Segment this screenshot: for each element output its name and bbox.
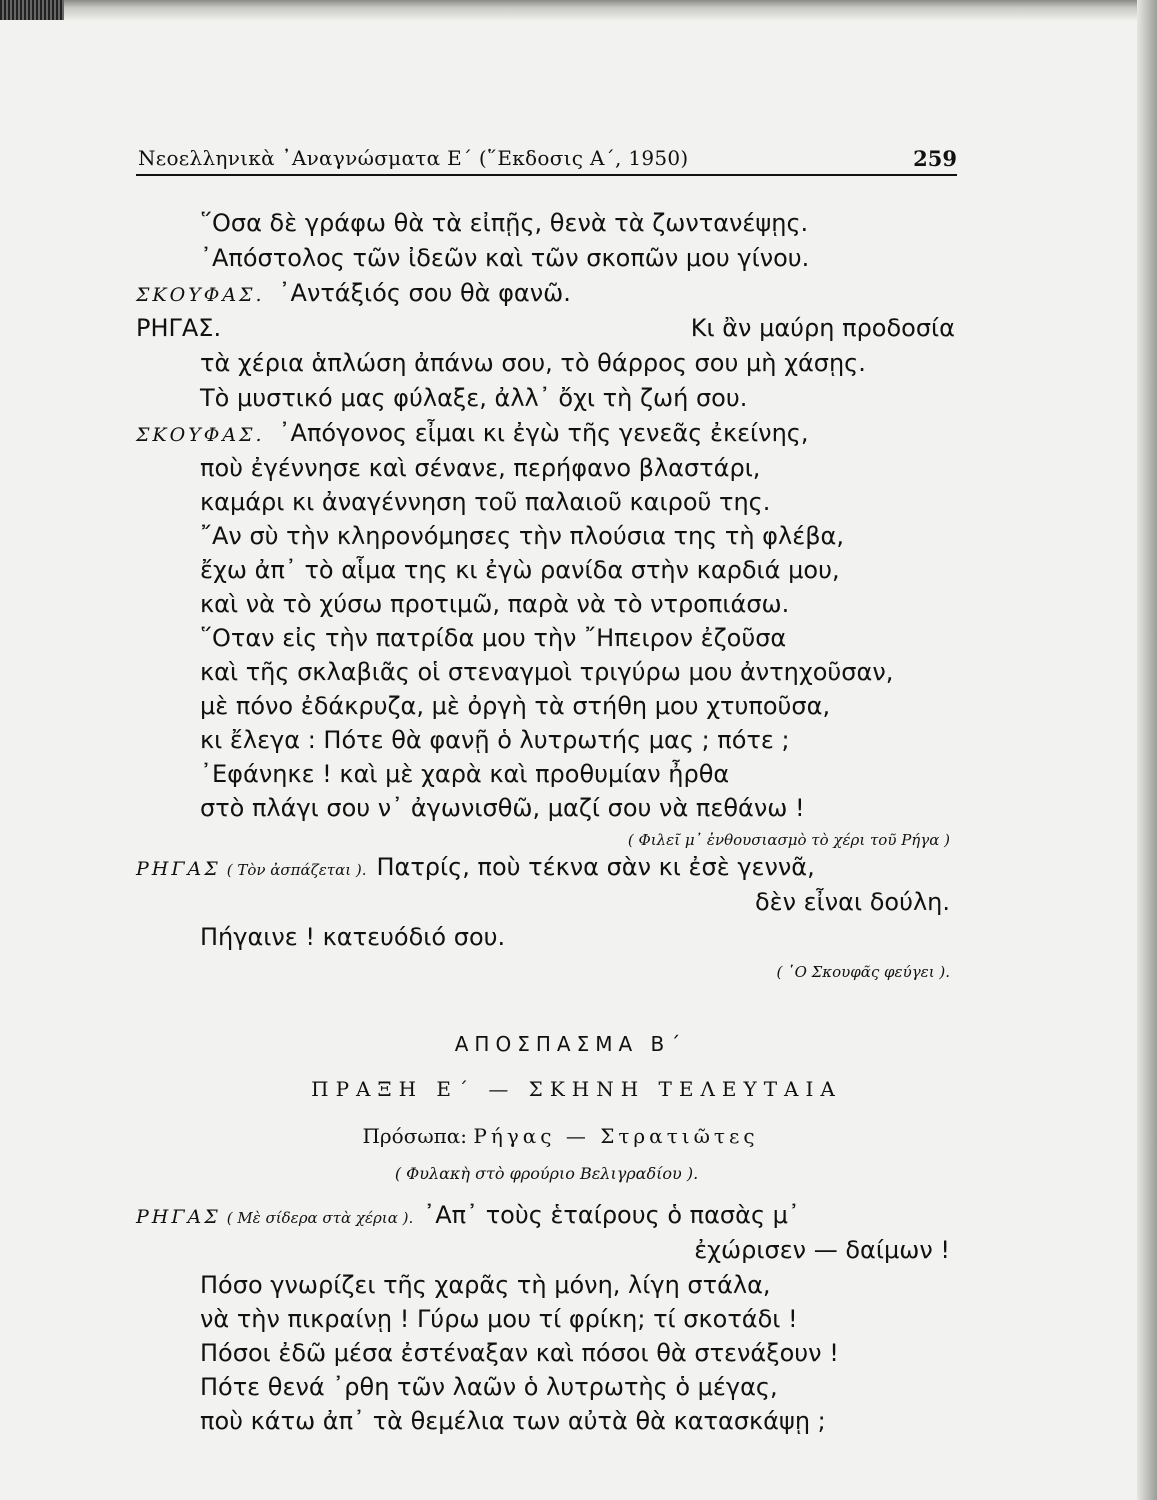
scan-edge-right xyxy=(1137,0,1157,1500)
verse-line: ποὺ κάτω ἀπ᾿ τὰ θεμέλια των αὐτὰ θὰ κατασκάψῃ ; xyxy=(200,1407,826,1435)
stage-direction: ( Φιλεῖ μ᾿ ἐνθουσιασμὸ τὸ χέρι τοῦ Ρήγα ) xyxy=(627,831,950,849)
verse-text: ᾿Απόγονος εἶμαι κι ἐγὼ τῆς γενεᾶς ἐκείνης, xyxy=(278,419,809,447)
verse-line: στὸ πλάγι σου ν᾿ ἀγωνισθῶ, μαζί σου νὰ πεθάνω ! xyxy=(200,794,805,822)
verse-line: ἔχω ἀπ᾿ τὸ αἷμα της κι ἐγὼ ρανίδα στὴν καρδιά μου, xyxy=(200,556,840,584)
persons-list: Ρήγας — Στρατιῶτες xyxy=(473,1124,759,1148)
verse-line: καμάρι κι ἀναγέννηση τοῦ παλαιοῦ καιροῦ της. xyxy=(200,488,771,516)
verse-line: Πότε θενά ᾿ρθη τῶν λαῶν ὁ λυτρωτὴς ὁ μέγας, xyxy=(200,1373,778,1401)
header-rule xyxy=(136,174,957,176)
verse-line: ῎Αν σὺ τὴν κληρονόμησες τὴν πλούσια της τὴ φλέβα, xyxy=(200,522,844,550)
verse-line: κι ἔλεγα : Πότε θὰ φανῇ ὁ λυτρωτής μας ; πότε ; xyxy=(200,726,790,754)
speaker-label: ΣΚΟΥΦΑΣ. xyxy=(136,424,265,446)
verse-line: ποὺ ἐγέννησε καὶ σένανε, περήφανο βλαστάρι, xyxy=(200,454,761,482)
verse-line: ῞Οσα δὲ γράφω θὰ τὰ εἰπῇς, θενὰ τὰ ζωντανέψῃς. xyxy=(200,209,809,237)
verse-line: μὲ πόνο ἐδάκρυζα, μὲ ὀργὴ τὰ στήθη μου χτυποῦσα, xyxy=(200,692,831,720)
verse-line: ἐχώρισεν — δαίμων ! xyxy=(694,1236,950,1264)
verse-line: καὶ τῆς σκλαβιᾶς οἱ στεναγμοὶ τριγύρω μου ἀντηχοῦσαν, xyxy=(200,658,894,686)
verse-line: Πόσοι ἐδῶ μέσα ἐστέναξαν καὶ πόσοι θὰ στενάξουν ! xyxy=(200,1339,839,1367)
dialogue-line xyxy=(136,418,809,450)
verse-line: ῞Οταν εἰς τὴν πατρίδα μου τὴν ῎Ηπειρον ἐζοῦσα xyxy=(200,624,787,652)
dialogue-line xyxy=(136,1200,800,1233)
stage-direction: ( Μὲ σίδερα στὰ χέρια ). xyxy=(226,1209,414,1227)
verse-line: Πήγαινε ! κατευόδιό σου. xyxy=(200,923,506,951)
verse-line: ᾿Απόστολος τῶν ἰδεῶν καὶ τῶν σκοπῶν μου γίνου. xyxy=(200,244,810,272)
persons-line xyxy=(0,1124,1139,1148)
speaker-label: ΣΚΟΥΦΑΣ. xyxy=(136,284,265,306)
verse-line: Κι ἂν μαύρη προδοσία xyxy=(690,314,955,342)
dialogue-line xyxy=(136,852,815,885)
verse-text: Πατρίς, ποὺ τέκνα σὰν κι ἐσὲ γεννᾶ, xyxy=(376,853,815,881)
verse-line: καὶ νὰ τὸ χύσω προτιμῶ, παρὰ νὰ τὸ ντροπιάσω. xyxy=(200,590,790,618)
running-header-title: Νεοελληνικὰ ᾿Αναγνώσματα Ε΄ (῞Εκδοσις Α΄, 1950) xyxy=(138,146,689,170)
speaker-label: ΡΗΓΑΣ xyxy=(136,858,221,880)
dialogue-line xyxy=(136,278,571,310)
page-number: 259 xyxy=(913,146,957,171)
setting-direction: ( Φυλακὴ στὸ φρούριο Βελιγραδίου ). xyxy=(394,1164,699,1183)
act-scene-heading: ΠΡΑΞΗ Ε΄ — ΣΚΗΝΗ ΤΕΛΕΥΤΑΙΑ xyxy=(311,1077,842,1101)
scan-edge-top xyxy=(0,0,1157,20)
verse-line: Τὸ μυστικό μας φύλαξε, ἀλλ᾿ ὄχι τὴ ζωή σου. xyxy=(200,384,748,412)
stage-direction: ( Τὸν ἀσπάζεται ). xyxy=(226,861,367,879)
verse-line: τὰ χέρια ἁπλώση ἀπάνω σου, τὸ θάρρος σου μὴ χάσῃς. xyxy=(200,349,866,377)
stage-direction: ( ῾Ο Σκουφᾶς φεύγει ). xyxy=(776,963,950,981)
verse-text: ᾿Απ᾿ τοὺς ἑταίρους ὁ πασὰς μ᾿ xyxy=(423,1201,800,1229)
verse-text: ᾿Αντάξιός σου θὰ φανῶ. xyxy=(278,279,571,307)
excerpt-heading: ΑΠΟΣΠΑΣΜΑ Β΄ xyxy=(454,1032,687,1056)
verse-line: δὲν εἶναι δούλη. xyxy=(754,888,950,916)
speaker-label: ΡΗΓΑΣ xyxy=(136,1206,221,1228)
verse-line: Πόσο γνωρίζει τῆς χαρᾶς τὴ μόνη, λίγη στάλα, xyxy=(200,1271,771,1299)
speaker-label: ΡΗΓΑΣ. xyxy=(136,314,222,342)
verse-line: ᾿Εφάνηκε ! καὶ μὲ χαρὰ καὶ προθυμίαν ἦρθα xyxy=(200,760,730,788)
verse-line: νὰ τὴν πικραίνῃ ! Γύρω μου τί φρίκη; τί σκοτάδι ! xyxy=(200,1305,798,1333)
persons-label: Πρόσωπα: xyxy=(362,1124,468,1148)
